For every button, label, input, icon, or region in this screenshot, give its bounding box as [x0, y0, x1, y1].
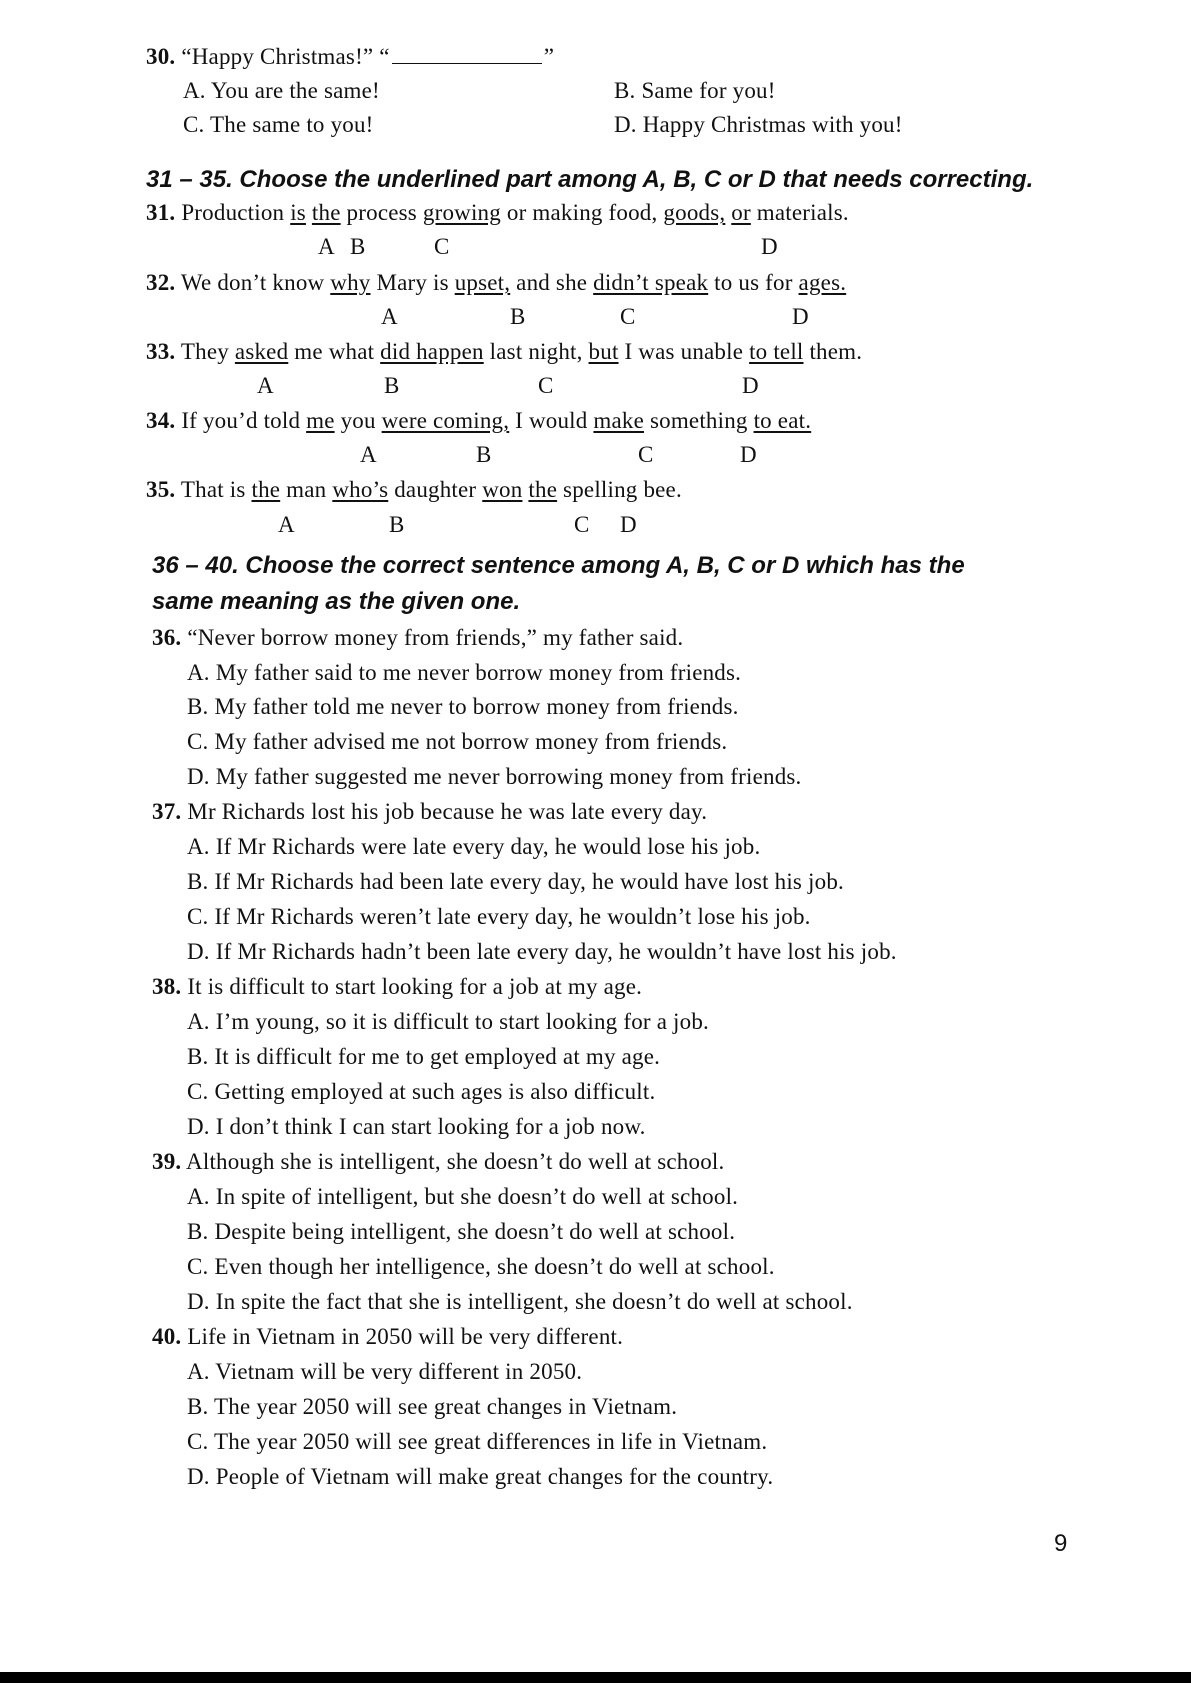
bottom-scan-border: [0, 1672, 1191, 1683]
page-number: 9: [1054, 1530, 1068, 1557]
q31-letter-c: C: [434, 234, 450, 259]
q32-part-a: why: [330, 270, 371, 295]
q30-option-c: C. The same to you!: [183, 112, 374, 137]
section-heading-36-40-line1: 36 – 40. Choose the correct sentence among A, B, C or D which has the: [152, 552, 965, 579]
q32-letter-d: D: [792, 304, 809, 329]
q30-option-d: D. Happy Christmas with you!: [614, 112, 903, 137]
q30-option-a: A. You are the same!: [183, 78, 380, 103]
q40-stem: 40. Life in Vietnam in 2050 will be very different.: [152, 1324, 624, 1349]
q39-option-d: D. In spite the fact that she is intelligent, she doesn’t do well at school.: [187, 1289, 853, 1314]
q31-letter-d: D: [761, 234, 778, 259]
q36-stem: 36. “Never borrow money from friends,” my father said.: [152, 625, 684, 650]
q30-answer-blank: [392, 45, 542, 64]
q35-part-d: the: [528, 477, 558, 502]
q34-sentence: 34. If you’d told me you were coming, I would make something to eat.: [146, 408, 812, 433]
q37-option-a: A. If Mr Richards were late every day, he would lose his job.: [187, 834, 761, 859]
q31-part-b: the: [311, 200, 341, 225]
q35-letter-b: B: [389, 512, 405, 537]
q35-part-c: won: [482, 477, 523, 502]
q36-option-a: A. My father said to me never borrow money from friends.: [187, 660, 742, 685]
section-heading-31-35: 31 – 35. Choose the underlined part among A, B, C or D that needs correcting.: [146, 166, 1034, 193]
q31-underlined-goods: goods,: [663, 200, 726, 225]
q35-sentence: 35. That is the man who’s daughter won the spelling bee.: [146, 477, 682, 502]
q40-number: 40.: [152, 1324, 182, 1349]
q31-number: 31.: [146, 200, 176, 225]
q34-part-d: to eat.: [753, 408, 812, 433]
q32-part-c: didn’t speak: [593, 270, 709, 295]
section-heading-36-40-line2: same meaning as the given one.: [152, 588, 521, 615]
q39-option-a: A. In spite of intelligent, but she doesn’t do well at school.: [187, 1184, 739, 1209]
q36-option-c: C. My father advised me not borrow money from friends.: [187, 729, 728, 754]
q31-part-a: is: [290, 200, 306, 225]
q33-letter-a: A: [257, 373, 274, 398]
q32-number: 32.: [146, 270, 176, 295]
q33-letter-d: D: [742, 373, 759, 398]
q35-number: 35.: [146, 477, 176, 502]
q35-letter-c: C: [574, 512, 590, 537]
q35-part-a: the: [251, 477, 281, 502]
q39-stem: 39. Although she is intelligent, she doesn’t do well at school.: [152, 1149, 725, 1174]
q32-part-d: ages.: [798, 270, 847, 295]
q37-number: 37.: [152, 799, 182, 824]
q33-number: 33.: [146, 339, 176, 364]
q30-option-b: B. Same for you!: [614, 78, 776, 103]
q33-letter-c: C: [538, 373, 554, 398]
q40-option-d: D. People of Vietnam will make great changes for the country.: [187, 1464, 774, 1489]
q34-part-a: me: [306, 408, 335, 433]
q38-stem: 38. It is difficult to start looking for a job at my age.: [152, 974, 643, 999]
q38-option-d: D. I don’t think I can start looking for a job now.: [187, 1114, 646, 1139]
q40-option-a: A. Vietnam will be very different in 2050.: [187, 1359, 583, 1384]
q34-letter-d: D: [740, 442, 757, 467]
q37-stem: 37. Mr Richards lost his job because he was late every day.: [152, 799, 708, 824]
q32-sentence: 32. We don’t know why Mary is upset, and she didn’t speak to us for ages.: [146, 270, 847, 295]
q40-option-b: B. The year 2050 will see great changes in Vietnam.: [187, 1394, 678, 1419]
q33-letter-b: B: [384, 373, 400, 398]
q34-part-b: were coming,: [381, 408, 510, 433]
q40-option-c: C. The year 2050 will see great differences in life in Vietnam.: [187, 1429, 768, 1454]
q32-letter-b: B: [510, 304, 526, 329]
q31-letter-b: B: [350, 234, 366, 259]
q34-number: 34.: [146, 408, 176, 433]
q31-part-c: growing: [422, 200, 501, 225]
q34-letter-a: A: [360, 442, 377, 467]
q36-option-d: D. My father suggested me never borrowing money from friends.: [187, 764, 802, 789]
q39-option-b: B. Despite being intelligent, she doesn’t do well at school.: [187, 1219, 736, 1244]
q33-part-b: did happen: [380, 339, 484, 364]
q39-option-c: C. Even though her intelligence, she doesn’t do well at school.: [187, 1254, 775, 1279]
q34-letter-c: C: [638, 442, 654, 467]
q32-part-b: upset,: [454, 270, 511, 295]
q31-sentence: 31. Production is the process growing or making food, goods, or materials.: [146, 200, 849, 225]
q38-option-c: C. Getting employed at such ages is also difficult.: [187, 1079, 656, 1104]
q30-stem: 30. “Happy Christmas!” “ ”: [146, 44, 555, 69]
q34-part-c: make: [593, 408, 645, 433]
q39-number: 39.: [152, 1149, 182, 1174]
q35-letter-d: D: [620, 512, 637, 537]
q30-number: 30.: [146, 44, 176, 69]
q38-option-a: A. I’m young, so it is difficult to start looking for a job.: [187, 1009, 709, 1034]
q32-letter-a: A: [381, 304, 398, 329]
q32-letter-c: C: [620, 304, 636, 329]
q37-option-b: B. If Mr Richards had been late every day, he would have lost his job.: [187, 869, 844, 894]
q33-sentence: 33. They asked me what did happen last night, but I was unable to tell them.: [146, 339, 863, 364]
q37-option-d: D. If Mr Richards hadn’t been late every day, he wouldn’t have lost his job.: [187, 939, 897, 964]
q31-letter-a: A: [318, 234, 335, 259]
q33-part-a: asked: [234, 339, 289, 364]
q36-option-b: B. My father told me never to borrow money from friends.: [187, 694, 739, 719]
q36-number: 36.: [152, 625, 182, 650]
q35-part-b: who’s: [332, 477, 389, 502]
q31-part-d: or: [731, 200, 751, 225]
q37-option-c: C. If Mr Richards weren’t late every day, he wouldn’t lose his job.: [187, 904, 811, 929]
q38-option-b: B. It is difficult for me to get employed at my age.: [187, 1044, 661, 1069]
q34-letter-b: B: [476, 442, 492, 467]
q38-number: 38.: [152, 974, 182, 999]
q33-part-d: to tell: [749, 339, 804, 364]
q33-part-c: but: [588, 339, 619, 364]
q35-letter-a: A: [278, 512, 295, 537]
